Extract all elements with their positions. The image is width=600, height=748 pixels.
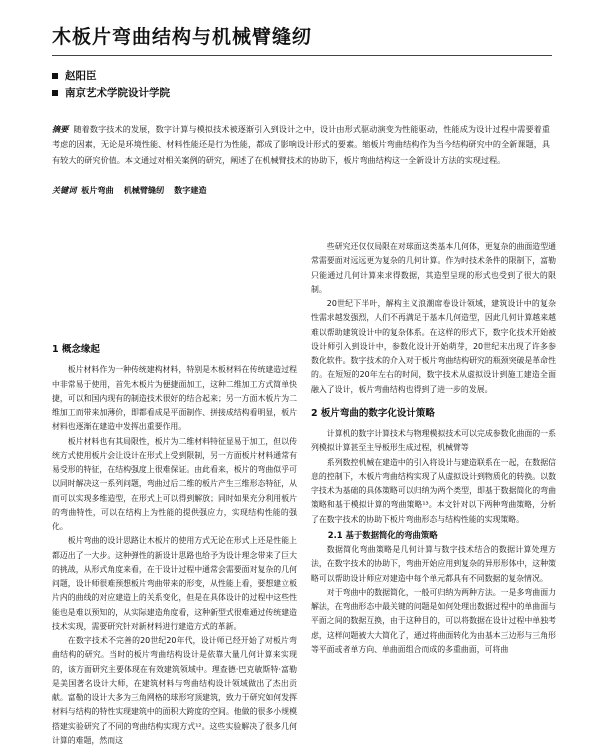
paragraph: 系列数控机械在建造中的引入将设计与建造联系在一起，在数据信息的控制下，木板片弯曲结构实现了从虚拟设计到物质化的转换。以数字技术为基础的具体策略可以归纳为两个类型，即基于数据简化的弯曲策略和基于模拟计算的弯曲策略¹³。本文针对以下两种弯曲策略，分析了在数字技术的协助下板片弯曲形态与结构性能的实现策略。 — [311, 457, 556, 524]
paragraph: 数据简化弯曲策略是几何计算与数字技术结合的数据计算处理方法，在数字技术的协助下，弯曲开始应用到复杂的异形形体中，这种策略可以帮助设计师应对建造中每个单元都具有不同数据的复杂情况。 — [311, 545, 556, 583]
abstract — [52, 122, 550, 168]
bullet-square-icon — [52, 73, 58, 79]
keyword: 板片弯曲 — [81, 185, 114, 195]
abstract-text: 随着数字技术的发展，数字计算与模拟技术被逐渐引入到设计之中，设计由形式驱动演变为性能驱动，性能成为设计过程中需要着重考虑的因素，无论是环境性能、材料性能还是行为性能，都成了影响设计形式的要素。缩板片弯曲结构作为当今结构研究中的全新课题，具有较大的研究价值。本文通过对相关案例的研究，阐述了在机械臂技术的协助下，板片弯曲结构这一全新设计方法的实现过程。 — [52, 124, 550, 165]
keywords-label: 关键词 — [52, 185, 77, 195]
bullet-square-icon — [52, 90, 58, 96]
section-1-heading: 1 概念缘起 — [52, 344, 100, 355]
affiliation-line — [52, 85, 170, 100]
abstract-label: 摘要 — [52, 124, 69, 134]
paragraph: 20世纪下半叶，解构主义浪潮席卷设计领域，建筑设计中的复杂性需求越发强烈，人们不再满足于基本几何造型，因此几何计算越来越难以帮助建筑设计中的复杂体系。在这样的形式下，数字化技术开始被设计师引入到设计中，参数化设计开始萌芽，20世纪末出现了许多参数化软件。数字技术的介入对于板片弯曲结构研究的瓶颈突破是革命性的。在短短的20年左右的时间，数字技术从虚拟设计到施工建造全面融入了设计，板片弯曲结构也得到了进一步的发展。 — [311, 299, 556, 394]
author-affiliation: 南京艺术学院设计学院 — [65, 87, 170, 99]
paragraph: 板片材料作为一种传统建构材料，特别是木板材料在传统建造过程中非常易于使用，首先木板片为便捷面加工，这种二维加工方式简单快捷，可以和国内现有的制造技术很好的结合起来；另一方面木板片为二维加工而带来加薄价，即都看成是平面制作、拼接成结构看明显，板片材料也逐渐在建造中发挥出重要作用。 — [52, 365, 297, 432]
paper-title: 木板片弯曲结构与机械臂缝纫 — [52, 26, 313, 48]
paragraph: 些研究还仅仅局限在对球面这类基本几何体，更复杂的曲面造型通常需要面对远远更为复杂的几何计算。作为时技术条件的限制下，富勒只能通过几何计算来求得数据，其造型呈现的形式也受到了很大的限制。 — [311, 242, 556, 294]
author-name: 赵阳臣 — [65, 70, 97, 82]
paragraph: 在数字技术不完善的20世纪20年代，设计师已经开始了对板片弯曲结构的研究。当时的板片弯曲结构设计是依靠大量几何计算来实现的，该方面研究主要体现在有效建筑领域中。理查德·巴克敏斯特·富勒是美国著名设计大师，在建筑材料与弯曲结构设计领域做出了杰出贡献。富勒的设计大多为三角网格的球形穹顶建筑，致力于研究如何发挥材料与结构的特性实现建筑中的面积大跨度的空间。他做的很多小规模搭建实验研究了不同的弯曲结构实现方式¹²。这些实验解决了很多几何计算的难题，然而这 — [52, 636, 297, 745]
keywords — [52, 183, 550, 198]
right-column — [311, 240, 556, 657]
keyword: 机械臂缝纫 — [123, 185, 165, 195]
paragraph: 对于弯曲中的数据简化，一般可归纳为两种方法。一是多弯曲面力解法，在弯曲形态中最关键的问题是如何处理出数据过程中的单曲面与平面之间的数据互换，由于这种目的，可以将数据在设计过程中单独考虑，这样问题被大大简化了，通过将曲面转化为由基本三边形与三角形等平面或者单方向、单曲面组合而成的多重曲面，可将曲 — [311, 587, 556, 654]
keyword: 数字建造 — [174, 185, 207, 195]
subsection-2-1-heading: 2.1 基于数据简化的弯曲策略 — [327, 529, 438, 540]
paragraph: 板片材料也有其局限性，板片为二维材料特征显易于加工，但以传统方式使用板片会让设计在形式上受到限制，另一方面板片材料通常有易受形的特征，在结构强度上很难保证。由此看来，板片的弯曲似乎可以同时解决这一系列问题，弯曲过后二维的板片产生三维形态特征，从而可以实现多维造型，在形式上可以得到解放；同时如果充分利用板片的弯曲特性，可以在结构上为性能的提供强应力，实现结构性能的强化。 — [52, 436, 297, 531]
left-column — [52, 240, 297, 748]
paragraph: 板片弯曲的设计思路让木板片的使用方式无论在形式上还是性能上都迈出了一大步。这种弹性的新设计思路也给予为设计理念带来了巨大的挑战，从形式角度来看，在于设计过程中通常会需要面对复杂的几何问题，设计师很难预想板片弯曲带来的形变，从性能上看，要想建立板片内的曲线的对应建造上的关系变化，但是在具体设计的过程中这些性能也是难以预知的，从实际建造角度看，这种新型式很难通过传统建造技术实现，需要研究针对新材料进行建造方式的革新。 — [52, 536, 297, 631]
section-2-heading: 2 板片弯曲的数字化设计策略 — [311, 407, 435, 419]
title-rule — [52, 55, 552, 56]
author-line — [52, 68, 97, 83]
paragraph: 计算机的数字计算技术与物理模拟技术可以完成参数化曲面的一系列模拟计算甚至主导板形生成过程，机械臂等 — [311, 429, 556, 453]
